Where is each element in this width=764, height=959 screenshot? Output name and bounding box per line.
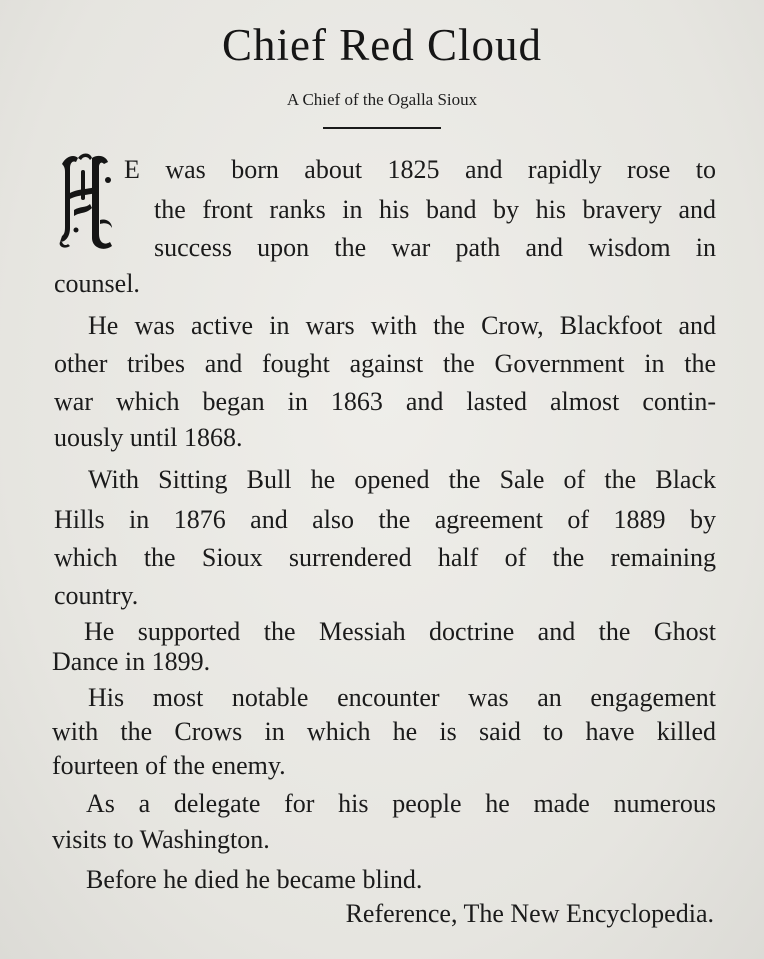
paragraph-3-line-4: country.	[54, 581, 139, 610]
paragraph-6-line-1: As a delegate for his people he made numerous	[86, 789, 716, 818]
paragraph-1-line-2: the front ranks in his band by his bravery and	[154, 195, 716, 224]
page-title: Chief Red Cloud	[222, 20, 542, 70]
title-divider	[323, 127, 441, 129]
paragraph-3-line-3: which the Sioux surrendered half of the remaining	[54, 543, 716, 572]
page-subtitle: A Chief of the Ogalla Sioux	[286, 90, 478, 109]
paragraph-1-line-3: success upon the war path and wisdom in	[154, 233, 716, 262]
paragraph-4-line-1: He supported the Messiah doctrine and the Ghost	[84, 617, 716, 646]
paragraph-3-line-2: Hills in 1876 and also the agreement of 1889 by	[54, 505, 716, 534]
paragraph-2-line-2: other tribes and fought against the Government in the	[54, 349, 716, 378]
paragraph-4-line-2: Dance in 1899.	[52, 647, 211, 676]
paragraph-2-line-1: He was active in wars with the Crow, Blackfoot and	[88, 311, 716, 340]
paragraph-6-line-2: visits to Washington.	[52, 825, 270, 854]
drop-cap-ornament	[56, 150, 118, 250]
paragraph-7-line-1: Before he died he became blind.	[86, 865, 423, 894]
reference-citation: Reference, The New Encyclopedia.	[345, 899, 714, 928]
paragraph-5-line-1: His most notable encounter was an engagement	[88, 683, 716, 712]
paragraph-1-line-4: counsel.	[54, 269, 140, 298]
paragraph-5-line-3: fourteen of the enemy.	[52, 751, 286, 780]
paragraph-3-line-1: With Sitting Bull he opened the Sale of the Black	[88, 465, 716, 494]
paragraph-1-line-1: E was born about 1825 and rapidly rose to	[124, 155, 716, 184]
paragraph-2-line-4: uously until 1868.	[54, 423, 243, 452]
paragraph-5-line-2: with the Crows in which he is said to have killed	[52, 717, 716, 746]
paragraph-2-line-3: war which began in 1863 and lasted almost contin-	[54, 387, 716, 416]
